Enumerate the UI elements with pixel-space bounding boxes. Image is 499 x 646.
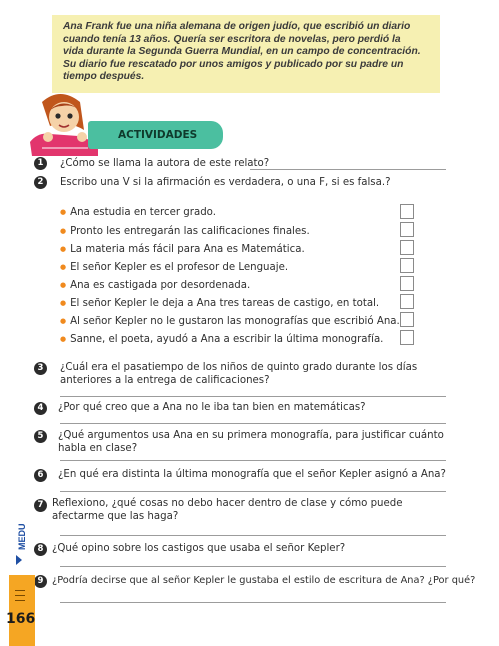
question-text: ¿Qué argumentos usa Ana en su primera monografía, para justificar cuánto habla en clase? xyxy=(58,430,444,454)
statement: ● Ana estudia en tercer grado. xyxy=(60,207,216,218)
question-text: ¿Cómo se llama la autora de este relato? xyxy=(60,158,270,169)
true-false-box[interactable] xyxy=(400,204,414,219)
question-number: 2 xyxy=(34,176,47,189)
answer-line[interactable] xyxy=(60,602,446,603)
question-number: 7 xyxy=(34,499,47,512)
true-false-box[interactable] xyxy=(400,222,414,237)
statement: ● Pronto les entregarán las calificaciones finales. xyxy=(60,226,310,237)
true-false-box[interactable] xyxy=(400,312,414,327)
true-false-box[interactable] xyxy=(400,294,414,309)
answer-line[interactable] xyxy=(60,396,446,397)
activities-banner xyxy=(88,121,223,149)
question-text: ¿Podría decirse que al señor Kepler le gustaba el estilo de escritura de Ana? ¿Por qué? xyxy=(52,575,476,586)
question-number: 5 xyxy=(34,430,47,443)
question-number: 1 xyxy=(34,157,47,170)
publisher-logo xyxy=(12,510,30,570)
question-text: ¿Cuál era el pasatiempo de los niños de quinto grado durante los días anteriores a la entrega de calificaciones? xyxy=(60,362,418,386)
answer-line[interactable] xyxy=(250,169,446,170)
decorative-tick xyxy=(15,590,25,591)
answer-line[interactable] xyxy=(60,491,446,492)
intro-box xyxy=(52,15,440,93)
question-number: 4 xyxy=(34,402,47,415)
question-text: ¿En qué era distinta la última monografía que el señor Kepler asignó a Ana? xyxy=(58,469,446,480)
decorative-tick xyxy=(15,595,25,596)
question-text: ¿Qué opino sobre los castigos que usaba el señor Kepler? xyxy=(52,543,346,554)
page-number: 166 xyxy=(6,611,36,627)
question-number: 6 xyxy=(34,469,47,482)
statement: ● La materia más fácil para Ana es Matemática. xyxy=(60,244,305,255)
banner-title: ACTIVIDADES xyxy=(118,129,198,141)
decorative-tick xyxy=(15,600,25,601)
true-false-box[interactable] xyxy=(400,330,414,345)
answer-line[interactable] xyxy=(60,535,446,536)
question-text: Reflexiono, ¿qué cosas no debo hacer dentro de clase y cómo puede afectarme que las haga? xyxy=(52,498,403,522)
statement: ● Al señor Kepler no le gustaron las monografías que escribió Ana. xyxy=(60,316,400,327)
statement: ● Ana es castigada por desordenada. xyxy=(60,280,250,291)
intro-text: Ana Frank fue una niña alemana de origen judío, que escribió un diario cuando tenía 13 años. Quería ser escritora de novelas, pero perdió la vida durante la Segunda Guerra Mundial, en un campo de concentración. Su diario fue rescatado por unos amigos y publicado por su padre un tiempo después. xyxy=(63,21,421,83)
question-number: 8 xyxy=(34,543,47,556)
question-text: ¿Por qué creo que a Ana no le iba tan bien en matemáticas? xyxy=(58,402,366,413)
true-false-box[interactable] xyxy=(400,276,414,291)
true-false-box[interactable] xyxy=(400,240,414,255)
statement: ● Sanne, el poeta, ayudó a Ana a escribir la última monografía. xyxy=(60,334,383,345)
answer-line[interactable] xyxy=(60,423,446,424)
answer-line[interactable] xyxy=(60,460,446,461)
question-number: 3 xyxy=(34,362,47,375)
true-false-box[interactable] xyxy=(400,258,414,273)
statement: ● El señor Kepler es el profesor de Lenguaje. xyxy=(60,262,288,273)
question-number: 9 xyxy=(34,575,47,588)
logo-text: MEDU xyxy=(17,523,27,550)
question-text: Escribo una V si la afirmación es verdadera, o una F, si es falsa.? xyxy=(60,177,391,188)
answer-line[interactable] xyxy=(60,566,446,567)
statement: ● El señor Kepler le deja a Ana tres tareas de castigo, en total. xyxy=(60,298,379,309)
